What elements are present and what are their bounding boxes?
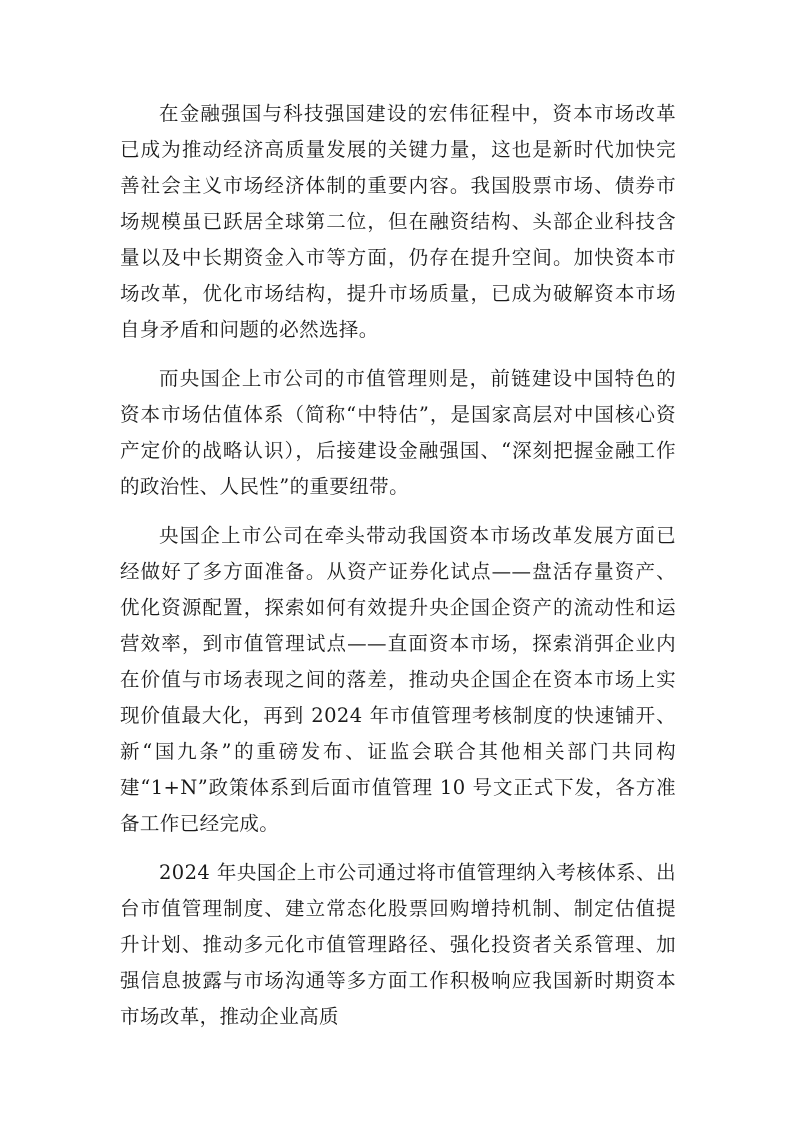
paragraph: 在金融强国与科技强国建设的宏伟征程中，资本市场改革已成为推动经济高质量发展的关键力量，这也是新时代加快完善社会主义市场经济体制的重要内容。我国股票市场、债券市场规模虽已跃居全球第二位，但在融资结构、头部企业科技含量以及中长期资金入市等方面，仍存在提升空间。加快资本市场改革，优化市场结构，提升市场质量，已成为破解资本市场自身矛盾和问题的必然选择。 [120,102,676,341]
paragraph: 央国企上市公司在牵头带动我国资本市场改革发展方面已经做好了多方面准备。从资产证券化试点——盘活存量资产、优化资源配置，探索如何有效提升央企国企资产的流动性和运营效率，到市值管理试点——直面资本市场，探索消弭企业内在价值与市场表现之间的落差，推动央企国企在资本市场上实现价值最大化，再到 2024 年市值管理考核制度的快速铺开、新“国九条”的重磅发布、证监会联合其他相关部门共同构建“1+N”政策体系到后面市值管理 10 号文正式下发，各方准备工作已经完成。 [120,524,676,835]
paragraph: 而央国企上市公司的市值管理则是，前链建设中国特色的资本市场估值体系（简称“中特估”，是国家高层对中国核心资产定价的战略认识），后接建设金融强国、“深刻把握金融工作的政治性、人民性”的重要纽带。 [120,367,676,498]
paragraph: 2024 年央国企上市公司通过将市值管理纳入考核体系、出台市值管理制度、建立常态化股票回购增持机制、制定估值提升计划、推动多元化市值管理路径、强化投资者关系管理、加强信息披露与市场沟通等多方面工作积极响应我国新时期资本市场改革，推动企业高质 [120,861,676,1028]
document-body [120,96,676,1048]
